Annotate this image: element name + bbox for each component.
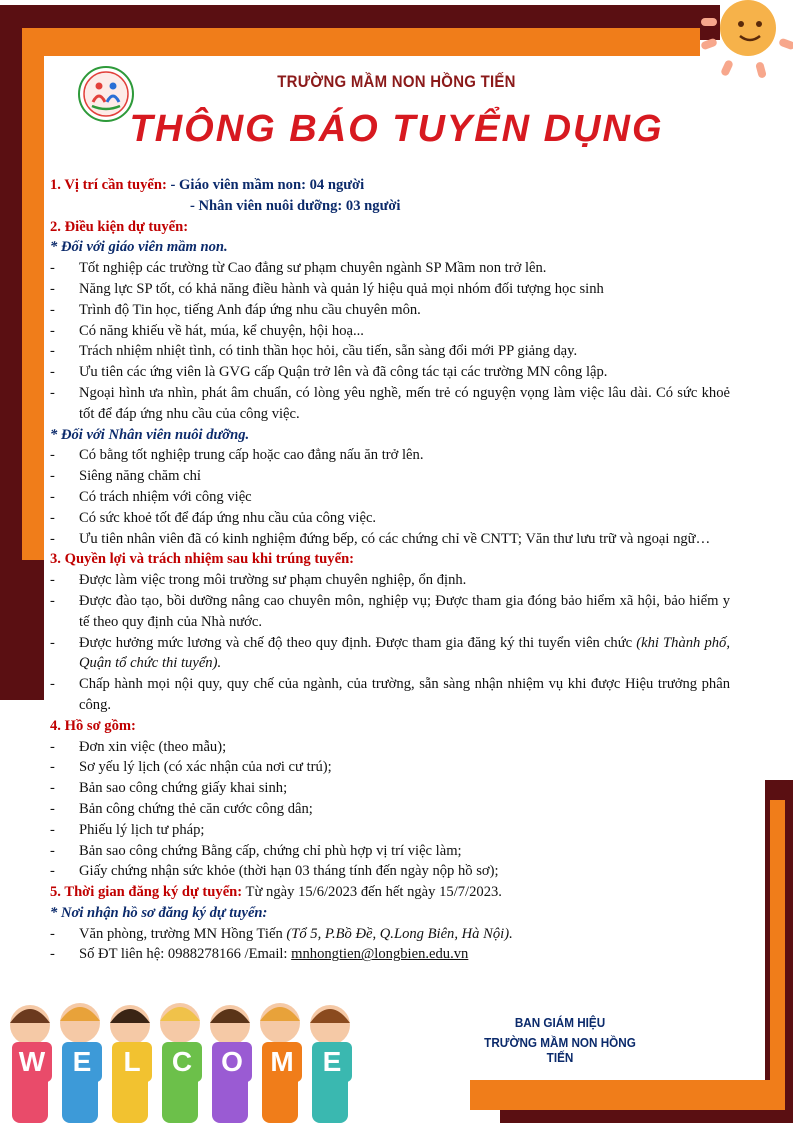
list-item: - Phiếu lý lịch tư pháp; [50, 821, 205, 838]
list-item: - Chấp hành mọi nội quy, quy chế của ngành, của trường, sẵn sàng nhận nhiệm vụ khi được Hiệu trưởng phân công. [50, 676, 730, 713]
welcome-letter: E [312, 1042, 352, 1082]
section-heading: 5. Thời gian đăng ký dự tuyển: [50, 884, 243, 901]
list-item: - Trình độ Tin học, tiếng Anh đáp ứng nhu cầu chuyên môn. [50, 301, 421, 318]
signature-school: TRƯỜNG MẦM NON HỒNG TIẾN [484, 1035, 636, 1065]
list-item: - Ưu tiên nhân viên đã có kinh nghiệm đứng bếp, có các chứng chỉ về CNTT; Văn thư lưu trữ và ngoại ngữ… [50, 530, 711, 547]
announcement-body [50, 175, 730, 965]
list-item: - Có trách nhiệm với công việc [50, 488, 252, 505]
list-item: - Bản sao công chứng Bằng cấp, chứng chỉ phù hợp vị trí việc làm; [50, 842, 462, 859]
list-item: - Bản công chứng thẻ căn cước công dân; [50, 800, 313, 817]
list-item: - Tốt nghiệp các trường từ Cao đẳng sư phạm chuyên ngành SP Mầm non trở lên. [50, 260, 547, 277]
signature-title: BAN GIÁM HIỆU [514, 1015, 606, 1030]
list-item: - Có bằng tốt nghiệp trung cấp hoặc cao đẳng nấu ăn trở lên. [50, 447, 424, 464]
list-item: - Số ĐT liên hệ: 0988278166 /Email: mnhongtien@longbien.edu.vn [50, 946, 469, 963]
list-item: - Sơ yếu lý lịch (có xác nhận của nơi cư trú); [50, 759, 332, 776]
section-positions [50, 175, 730, 196]
welcome-letter: L [112, 1042, 152, 1082]
welcome-letter: M [262, 1042, 302, 1082]
email-link[interactable]: mnhongtien@longbien.edu.vn [291, 946, 469, 963]
section-heading: 1. Vị trí cần tuyển: [50, 177, 167, 193]
registration-dates: Từ ngày 15/6/2023 đến hết ngày 15/7/2023. [242, 884, 502, 901]
section-heading: 3. Quyền lợi và trách nhiệm sau khi trúng tuyển: [50, 551, 355, 568]
list-item: - Được đào tạo, bồi dưỡng nâng cao chuyên môn, nghiệp vụ; Được tham gia đóng bảo hiểm xã hội, bảo hiểm y tế theo quy định của Nhà nước. [50, 592, 730, 630]
welcome-letter: E [62, 1042, 102, 1082]
list-item: - Đơn xin việc (theo mẫu); [50, 738, 227, 755]
section-heading: 2. Điều kiện dự tuyển: [50, 218, 189, 235]
school-name: TRƯỜNG MẦM NON HỒNG TIẾN [277, 72, 516, 91]
position-item: - Nhân viên nuôi dưỡng: 03 người [190, 197, 401, 214]
welcome-letter: W [12, 1042, 52, 1082]
registration-period [50, 882, 730, 903]
section-heading: 4. Hồ sơ gồm: [50, 717, 136, 734]
list-item: - Ngoại hình ưa nhìn, phát âm chuẩn, có lòng yêu nghề, mến trẻ có nguyện vọng làm việc lâu dài. Có sức khoẻ tốt để đáp ứng nhu cầu của công việc. [50, 384, 730, 422]
list-item: - Văn phòng, trường MN Hồng Tiến (Tổ 5, P.Bồ Đề, Q.Long Biên, Hà Nội). [50, 925, 513, 942]
list-item: - Năng lực SP tốt, có khả năng điều hành và quản lý hiệu quả mọi nhóm đối tượng học sinh [50, 280, 604, 297]
welcome-letter: C [162, 1042, 202, 1082]
list-item: - Có sức khoẻ tốt để đáp ứng nhu cầu của công việc. [50, 509, 377, 526]
subsection-heading: * Nơi nhận hồ sơ đăng ký dự tuyển: [50, 904, 268, 921]
list-item: - Trách nhiệm nhiệt tình, có tinh thần học hỏi, cầu tiến, sẵn sàng đổi mới PP giảng dạy. [50, 343, 578, 360]
list-item: - Ưu tiên các ứng viên là GVG cấp Quận trở lên và đã công tác tại các trường MN công lập. [50, 364, 608, 381]
list-item: - Giấy chứng nhận sức khỏe (thời hạn 03 tháng tính đến ngày nộp hồ sơ); [50, 863, 499, 880]
list-item: - Được hưởng mức lương và chế độ theo quy định. Được tham gia đăng ký thi tuyển viên chức (khi Thành phố, Quận tổ chức thi tuyển). [50, 634, 730, 672]
subsection-heading: * Đối với giáo viên mầm non. [50, 239, 228, 256]
list-item: - Được làm việc trong môi trường sư phạm chuyên nghiệp, ổn định. [50, 572, 467, 589]
list-item: - Có năng khiếu về hát, múa, kể chuyện, hội hoạ... [50, 322, 364, 339]
welcome-letter: O [212, 1042, 252, 1082]
sun-icon [693, 0, 793, 80]
list-item: - Siêng năng chăm chỉ [50, 468, 201, 485]
position-item: - Giáo viên mầm non: 04 người [170, 177, 365, 193]
page-title: THÔNG BÁO TUYỂN DỤNG [129, 108, 664, 150]
list-item: - Bản sao công chứng giấy khai sinh; [50, 780, 288, 797]
subsection-heading: * Đối với Nhân viên nuôi dưỡng. [50, 426, 250, 443]
